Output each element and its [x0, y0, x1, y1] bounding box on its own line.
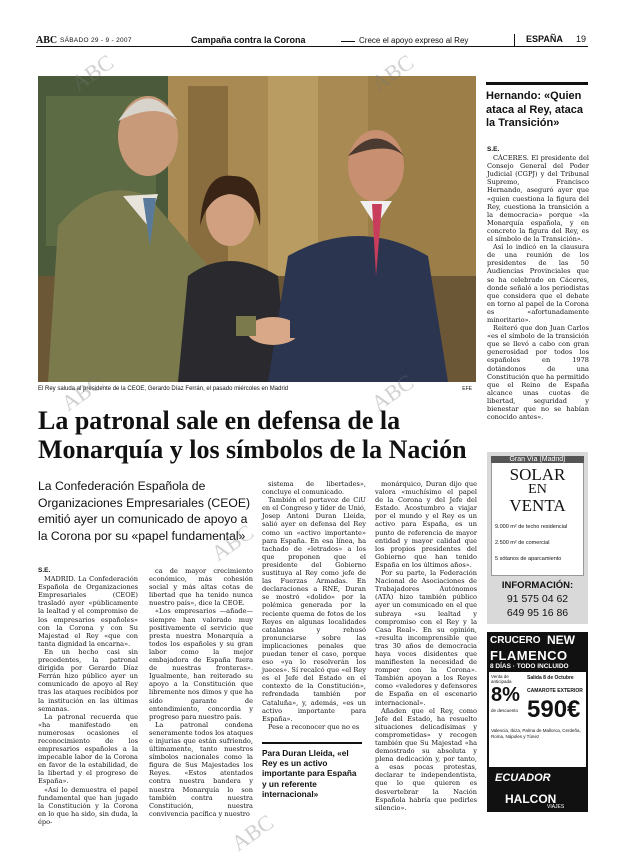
photo-credit: EFE — [462, 386, 472, 392]
article-deck: La Confederación Española de Organizaciones Empresariales (CEOE) emitió ayer un comunicado de apoyo a la Corona por su «papel fundamental» — [38, 479, 251, 543]
ad-solar-line1: SOLAR — [509, 465, 566, 484]
col4-para-3: Añaden que el Rey, como Jefe del Estado, ha resuelto situaciones delicadísimas y comprometidas» y recogen también que Su Majestad «ha demostrado su absoluta y plena dedicación y, por tanto, a esas pocas protestas, declarar te independentista, que lo que quieren es desvertebrar la Nación Española habría que pedirles silencio». — [375, 706, 477, 812]
ad-solar-phone-2[interactable]: 649 95 16 86 — [506, 607, 569, 619]
ad-cruise-small-print: Valencia, Ibiza, Palma de Mallorca, Cerdeña, Roma, Nápoles y Túnez — [491, 728, 581, 739]
sidebar-body — [487, 146, 589, 421]
watermark-6: ABC — [226, 809, 279, 856]
news-photo — [38, 76, 476, 382]
ad-solar-spec-2: 2.500 m² de comercial — [495, 540, 550, 546]
header-separator — [341, 41, 355, 42]
col2-para-1: ca de mayor crecimiento económico, más cohesión social y más altas cotas de libertad que ha tenido nunca nuestro país», dice la CEOE. — [149, 567, 253, 608]
sidebar-top-rule — [486, 82, 588, 85]
article-signature: S.E. — [38, 567, 51, 574]
ad-solar-info-title: INFORMACIÓN: — [501, 580, 574, 591]
ad-solar-spec-1: 9.000 m² de techo residencial — [495, 524, 568, 530]
col1-para-4: «Así lo demuestra el papel fundamental que han jugado la Constitución y la Corona en lo que ha sido, sin duda, la épo- — [38, 785, 138, 826]
col3-para-3: Pese a reconocer que no es — [268, 722, 360, 731]
watermark-1: ABC — [66, 49, 119, 96]
ad-solar-spec-3: 5 sótanos de aparcamiento — [495, 556, 562, 562]
sidebar-para-1: CÁCERES. El presidente del Consejo General del Poder Judicial (CGPJ) y del Tribunal Supremo, Francisco Hernando, aseguró ayer que «quien cuestiona la figura del Rey, cuestiona la transición a la democracia» porque «la Monarquía española, y en concreto la figura del Rey, es el símbolo de la Transición». — [487, 154, 589, 244]
ad-cruise-brand-2: NEW — [547, 633, 575, 647]
header-divider — [514, 34, 515, 46]
watermark-5: ABC — [206, 519, 259, 566]
col1-para-2: En un hecho casi sin precedentes, la patronal dirigida por Gerardo Díaz Ferrán hizo público ayer un comunicado de apoyo al Rey tras las ataques recibidos por la institución en las últimas semanas. — [38, 647, 138, 713]
ad-solar-line2: EN — [528, 482, 547, 497]
sidebar-signature: S.E. — [487, 146, 500, 153]
sidebar-para-2: Así lo indicó en la clausura de una reunión de los presidentes de las 50 Audiencias Provinciales que se ha celebrado en Cáceres, donde señaló a los periodistas que considera que el debate en torno al papel de la Corona es «afortunadamente minoritario». — [487, 243, 589, 324]
sidebar-para-3: Reiteró que don Juan Carlos «es el símbolo de la transición que se llevó a cabo con gran generosidad por todos los españoles en 1978 dotándonos de una Constitución que ha permitido que el Reino de España alcance unas cuotas de libertad, seguridad y bienestar que no se habían conocido antes». — [487, 324, 589, 422]
ad-cruise-brand-3: FLAMENCO — [490, 648, 568, 663]
headline-line-2: Monarquía y los símbolos de la Nación — [38, 435, 467, 464]
ad-solar[interactable] — [487, 452, 588, 624]
col1-para-1: MADRID. La Confederación Española de Organizaciones Empresariales (CEOE) trasladó ayer «públicamente la lealtad y el compromiso de los empresarios españoles» con la Corona y con Su Majestad el Rey «que con tanta dignidad la encarna». — [38, 575, 138, 648]
header-rule — [36, 46, 588, 47]
pullquote-rule — [262, 742, 362, 744]
header-subsection: Crece el apoyo expreso al Rey — [359, 36, 469, 45]
col2-para-3: La patronal condena seneramente todos los ataques e injurias que están sufriendo, últimamente, tanto nuestros símbolos nacionales como la figura de Sus Majestades los Reyes. «Estos atentados contra nuestra bandera y nuestra Monarquía lo son también contra nuestra Constitución, nuestra convivencia pacífica y nuestro — [149, 720, 253, 818]
ad-cruise-agency-1: ECUADOR — [495, 772, 551, 784]
ad-cruise-discount: 8% — [491, 684, 520, 706]
ad-cruise-date: Salida 8 de Octubre — [527, 675, 574, 681]
article-column-1 — [38, 567, 138, 826]
col1-para-3: La patronal recuerda que «ha manifestado en numerosas ocasiones el reconocimiento de los empresarios españoles a la impecable labor de la Corona en favor de la estabilidad, de la libertad y el progreso de España». — [38, 712, 138, 786]
col3-para-2: También el portavoz de CiU en el Congreso y líder de Unió, Josep Antoni Duran Lleida, salió ayer en defensa del Rey como un «activo importante» para España. En esa línea, ha tachado de «letrados» a los que proponen que el presidente del Gobierno sustituya al Rey como jefe de las Fuerzas Armadas. En declaraciones a RNE, Duran se mostró «dolido» por la polémica generada por la reciente quema de fotos de los Reyes en algunas localidades catalanas y rehusó pronunciarse sobre las implicaciones penales que puedan tener el caso, porque eso «ya lo resolverán los jueces». Sí recalcó que «el Rey es el Jefe del Estado en el contexto de la Constitución», refrendada también por Cataluña», y, además, «es un activo importante para España». — [262, 496, 366, 723]
col4-para-1: monárquico, Duran dijo que valora «muchísimo el papel de la Corona y del Jefe del Estado. Acostumbro a viajar por el mundo y el Rey es un activo para España, es un punto de referencia de mayor entidad y mayor calidad que los propios presidentes del Gobierno que han tenido España en los últimos años». — [375, 480, 477, 569]
ad-cruise[interactable] — [487, 632, 588, 812]
photo-illustration — [38, 76, 476, 382]
article-column-4 — [375, 480, 477, 812]
header-date: SÁBADO 29 - 9 - 2007 — [60, 37, 132, 44]
watermark-2: ABC — [366, 49, 419, 96]
ad-cruise-tagline: 8 DÍAS · TODO INCLUIDO — [490, 663, 569, 670]
sidebar-title: Hernando: «Quien ataca al Rey, ataca la Transición» — [486, 90, 584, 129]
ad-solar-phone-1[interactable]: 91 575 04 62 — [506, 593, 569, 605]
ad-cruise-discount-label: Venta de anticipada — [491, 674, 512, 684]
ad-cruise-discount-note: de descuento — [491, 708, 519, 713]
col3-para-1: sistema de libertades», concluye el comunicado. — [262, 480, 366, 497]
ad-cruise-agency-2-sub: VIAJES — [547, 804, 565, 810]
ad-cruise-cabin: CAMAROTE EXTERIOR — [527, 688, 583, 694]
ad-cruise-brand-1: CRUCERO — [490, 635, 541, 646]
caption-text: El Rey saluda al presidente de la CEOE, Gerardo Díaz Ferrán, el pasado miércoles en Madrid — [38, 386, 289, 392]
headline-line-1: La patronal sale en defensa de la — [38, 406, 401, 435]
header-logo: ABC — [36, 35, 58, 46]
watermark-4: ABC — [366, 369, 419, 416]
ad-cruise-agency-2: HALCON — [505, 792, 557, 806]
watermark-3: ABC — [56, 369, 109, 416]
col2-para-2: «Los empresarios —añade— siempre han valorado muy positivamente el servicio que presta nuestra Monarquía a todos los españoles y su gran labor como la mejor embajadora de España fuera de nuestras fronteras». Igualmente, han reiterado su apoyo a la Constitución que libremente nos dimos y que ha sido garante de entendimiento, concordia y progreso para nuestro país. — [149, 607, 253, 721]
article-column-3 — [262, 480, 366, 731]
ad-solar-location: Gran Vía (Madrid) — [491, 456, 584, 463]
page-number: 19 — [576, 34, 587, 44]
header-edition: ESPAÑA — [526, 34, 563, 44]
article-headline — [38, 406, 478, 464]
article-column-2 — [149, 567, 253, 818]
ad-cruise-panel — [489, 672, 586, 767]
ad-solar-line3: VENTA — [509, 496, 566, 515]
ad-cruise-price: 590€ — [527, 696, 581, 723]
col4-para-2: Por su parte, la Federación Nacional de Asociaciones de Trabajadores Autónomos (ATA) hizo también público ayer un comunicado en el que subraya «su lealtad y compromiso con el Rey y la Casa Real». En su opinión, «resulta incomprensible que tras 30 años de democracia haya voces disidentes que manifiesten la necesidad de romper con la Corona». También apoyan a los Reyes como «valedores y defensores de España en el escenario internacional». — [375, 569, 477, 707]
pull-quote: Para Duran Lleida, «el Rey es un activo importante para España y un referente internacional» — [262, 748, 357, 799]
header-section: Campaña contra la Corona — [191, 35, 306, 45]
